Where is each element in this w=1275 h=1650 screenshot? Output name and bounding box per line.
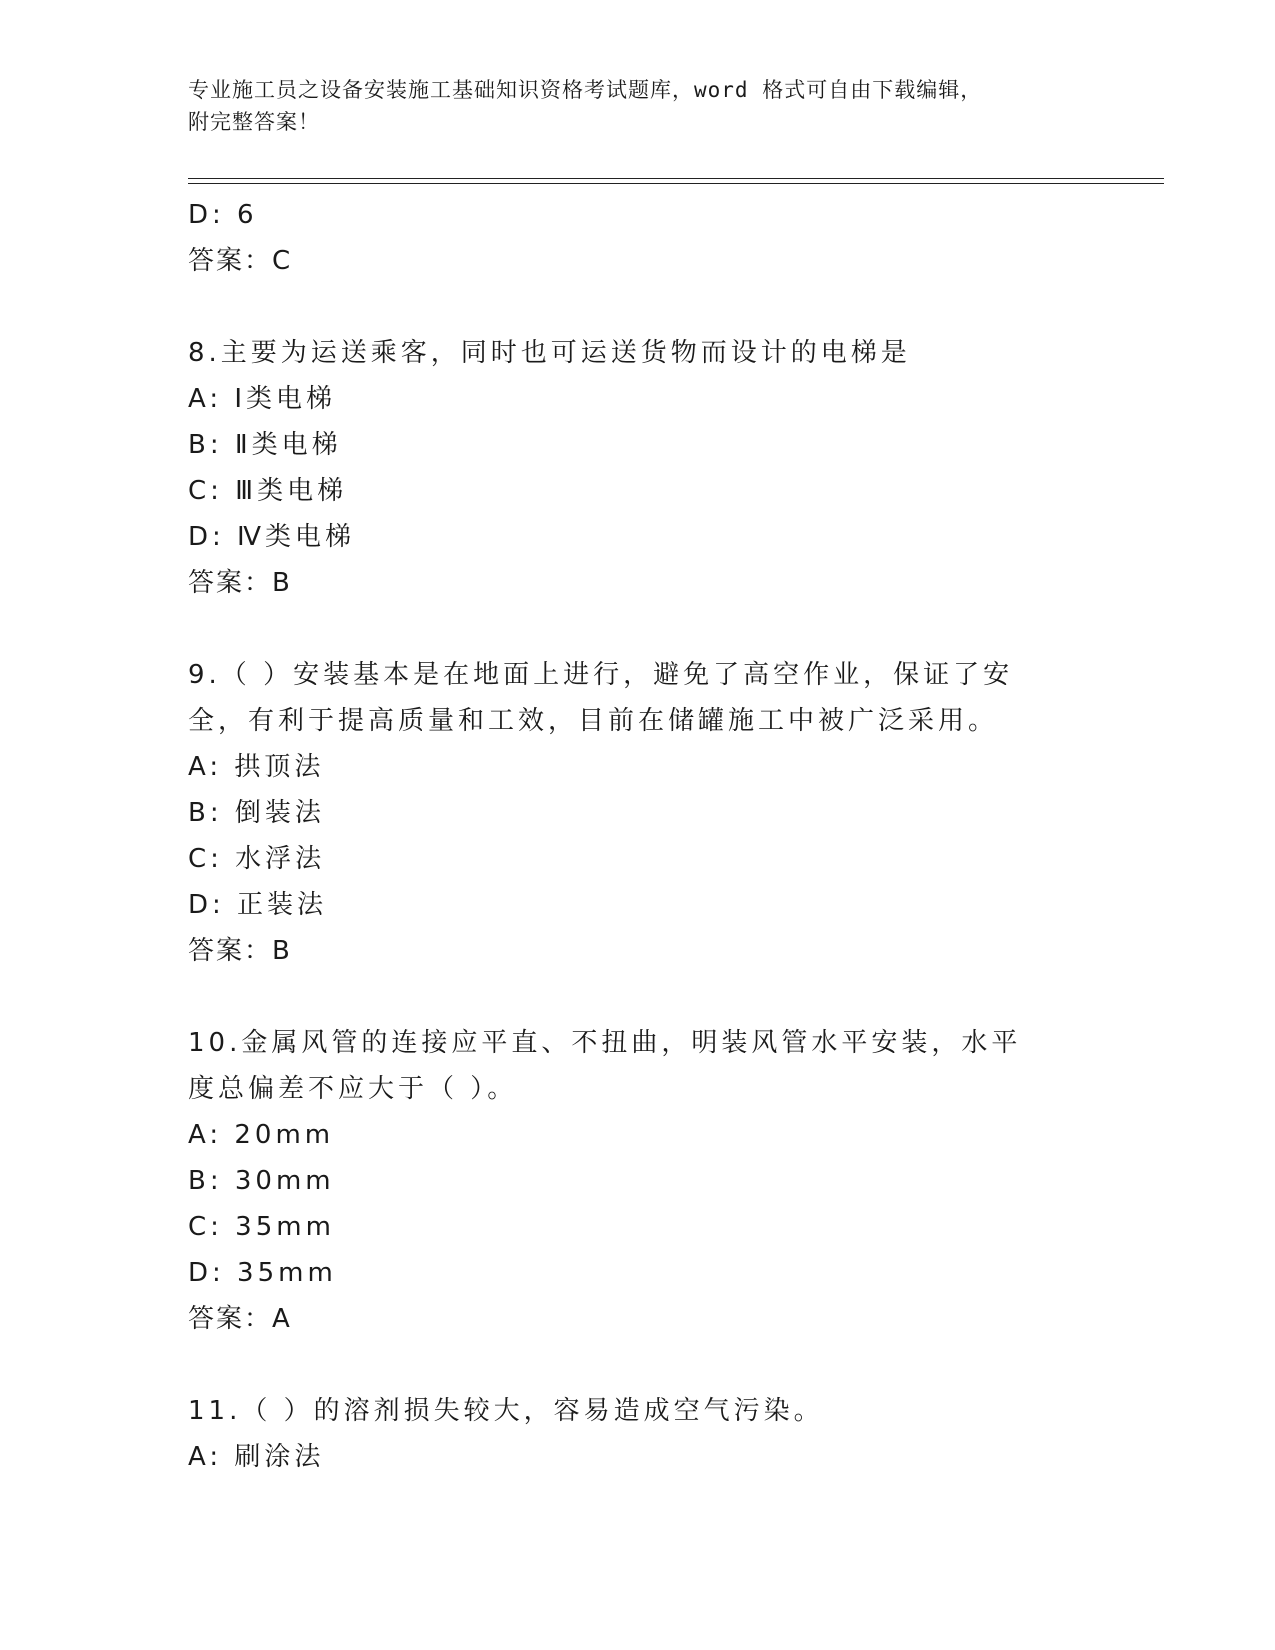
question-stem: 10.金属风管的连接应平直、不扭曲，明装风管水平安装，水平度总偏差不应大于（ ）。	[188, 1028, 1022, 1104]
option-d: D: Ⅳ类电梯	[188, 522, 356, 552]
header-divider-top	[188, 178, 1164, 179]
question-8	[188, 330, 1088, 606]
document-header: 专业施工员之设备安装施工基础知识资格考试题库，word 格式可自由下载编辑， 附完整答案！	[188, 78, 983, 134]
option-c: C: Ⅲ类电梯	[188, 476, 348, 506]
question-9	[188, 652, 1088, 974]
prev-option-d: D: 6	[188, 200, 258, 230]
option-a: A: 20mm	[188, 1120, 335, 1150]
question-stem: 9.（ ）安装基本是在地面上进行，避免了高空作业，保证了安全，有利于提高质量和工效，目前在储罐施工中被广泛采用。	[188, 660, 1014, 736]
option-a: A: 拱顶法	[188, 752, 325, 782]
option-c: C: 35mm	[188, 1212, 335, 1242]
answer: 答案：B	[188, 568, 292, 598]
question-list	[188, 192, 1088, 1480]
option-d: D: 35mm	[188, 1258, 337, 1288]
question-stem: 8.主要为运送乘客，同时也可运送货物而设计的电梯是	[188, 338, 911, 368]
option-c: C: 水浮法	[188, 844, 326, 874]
answer: 答案：A	[188, 1304, 292, 1334]
question-stem: 11.（ ）的溶剂损失较大，容易造成空气污染。	[188, 1396, 824, 1426]
prev-answer: 答案：C	[188, 246, 293, 276]
answer: 答案：B	[188, 936, 292, 966]
option-b: B: Ⅱ类电梯	[188, 430, 342, 460]
question-11	[188, 1388, 1088, 1480]
option-d: D: 正装法	[188, 890, 328, 920]
option-b: B: 倒装法	[188, 798, 325, 828]
question-10	[188, 1020, 1088, 1342]
option-a: A: Ⅰ类电梯	[188, 384, 337, 414]
header-divider-bottom	[188, 183, 1164, 184]
option-a: A: 刷涂法	[188, 1442, 325, 1472]
option-b: B: 30mm	[188, 1166, 335, 1196]
